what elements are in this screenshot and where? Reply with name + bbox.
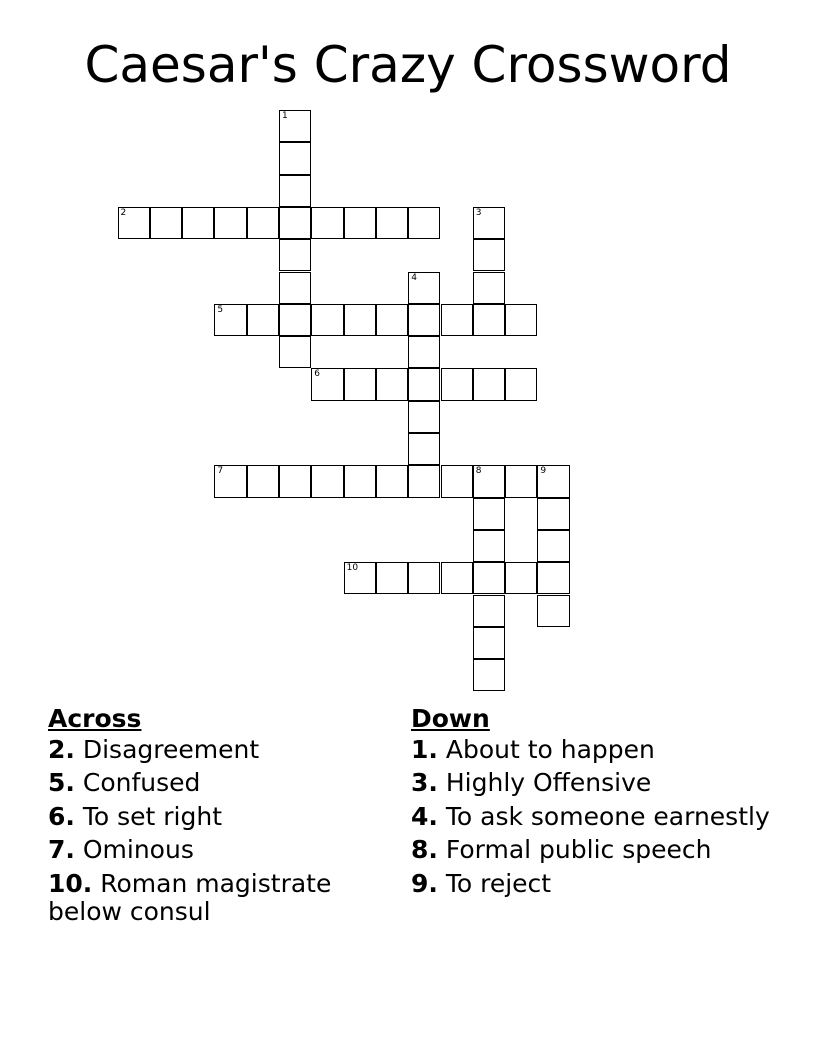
- grid-cell[interactable]: [473, 239, 505, 271]
- grid-cell[interactable]: [505, 465, 537, 497]
- grid-cell[interactable]: [473, 272, 505, 304]
- clue-text: Disagreement: [82, 734, 260, 764]
- grid-cell[interactable]: [408, 207, 440, 239]
- grid-cell[interactable]: [214, 304, 246, 336]
- clue-down-3: [411, 769, 781, 797]
- clue-text: About to happen: [445, 734, 655, 764]
- grid-cell[interactable]: [279, 110, 311, 142]
- clue-text: To ask someone earnestly: [445, 801, 770, 831]
- grid-cell[interactable]: [537, 465, 569, 497]
- across-clues: [48, 702, 368, 931]
- clue-across-2: [48, 736, 368, 764]
- grid-cell[interactable]: [441, 562, 473, 594]
- grid-cell[interactable]: [247, 465, 279, 497]
- down-heading: Down: [411, 704, 490, 733]
- clue-text: Ominous: [82, 835, 194, 864]
- grid-cell[interactable]: [408, 304, 440, 336]
- grid-cell[interactable]: [376, 562, 408, 594]
- grid-cell[interactable]: [408, 401, 440, 433]
- clue-across-6: [48, 803, 368, 831]
- grid-cell[interactable]: [344, 207, 376, 239]
- cell-number: 3: [475, 207, 482, 218]
- grid-cell[interactable]: [473, 368, 505, 400]
- grid-cell[interactable]: [537, 530, 569, 562]
- cell-number: 9: [540, 466, 547, 477]
- clue-number: 7.: [48, 835, 75, 864]
- clue-number: 4.: [411, 801, 438, 831]
- down-clues: [411, 702, 781, 903]
- grid-cell[interactable]: [279, 175, 311, 207]
- grid-cell[interactable]: [247, 207, 279, 239]
- grid-cell[interactable]: [311, 207, 343, 239]
- clue-text: To set right: [82, 801, 223, 831]
- grid-cell[interactable]: [279, 272, 311, 304]
- clue-number: 6.: [48, 801, 75, 831]
- clue-number: 5.: [48, 768, 75, 797]
- cell-number: 8: [475, 466, 482, 477]
- clue-across-5: [48, 769, 368, 797]
- grid-cell[interactable]: [441, 368, 473, 400]
- cell-number: 4: [411, 272, 417, 283]
- cell-number: 1: [282, 111, 288, 121]
- grid-cell[interactable]: [214, 207, 246, 239]
- grid-cell[interactable]: [473, 627, 505, 659]
- clue-text: To reject: [445, 868, 552, 898]
- grid-cell[interactable]: [311, 465, 343, 497]
- cell-number: 10: [346, 563, 359, 574]
- grid-cell[interactable]: [473, 595, 505, 627]
- grid-cell[interactable]: [473, 562, 505, 594]
- grid-cell[interactable]: [279, 142, 311, 174]
- grid-cell[interactable]: [408, 368, 440, 400]
- clue-text: Confused: [82, 768, 201, 797]
- clue-text: Formal public speech: [445, 835, 712, 864]
- grid-cell[interactable]: [182, 207, 214, 239]
- grid-cell[interactable]: [537, 562, 569, 594]
- grid-cell[interactable]: [408, 272, 440, 304]
- grid-cell[interactable]: [441, 465, 473, 497]
- grid-cell[interactable]: [376, 207, 408, 239]
- grid-cell[interactable]: [311, 368, 343, 400]
- grid-cell[interactable]: [247, 304, 279, 336]
- grid-cell[interactable]: [376, 465, 408, 497]
- grid-cell[interactable]: [505, 368, 537, 400]
- clue-down-1: [411, 736, 781, 764]
- grid-cell[interactable]: [473, 530, 505, 562]
- clue-number: 1.: [411, 734, 438, 764]
- cell-number: 5: [217, 304, 224, 315]
- clue-number: 10.: [48, 868, 93, 898]
- grid-cell[interactable]: [473, 498, 505, 530]
- cell-number: 7: [217, 466, 224, 477]
- grid-cell[interactable]: [279, 207, 311, 239]
- clue-number: 3.: [411, 768, 438, 797]
- cell-number: 2: [120, 207, 127, 218]
- grid-cell[interactable]: [473, 659, 505, 691]
- grid-cell[interactable]: [279, 239, 311, 271]
- grid-cell[interactable]: [505, 562, 537, 594]
- grid-cell[interactable]: [279, 465, 311, 497]
- grid-cell[interactable]: [473, 304, 505, 336]
- page-title: Caesar's Crazy Crossword: [84, 36, 732, 94]
- clue-text: Roman magistrate below consul: [48, 868, 332, 926]
- grid-cell[interactable]: [473, 207, 505, 239]
- clue-number: 2.: [48, 734, 75, 764]
- clue-across-7: [48, 836, 368, 864]
- clue-number: 9.: [411, 868, 438, 898]
- grid-cell[interactable]: [344, 562, 376, 594]
- grid-cell[interactable]: [473, 465, 505, 497]
- grid-cell[interactable]: [408, 562, 440, 594]
- grid-cell[interactable]: [505, 304, 537, 336]
- grid-cell[interactable]: [279, 304, 311, 336]
- grid-cell[interactable]: [150, 207, 182, 239]
- grid-cell[interactable]: [376, 368, 408, 400]
- cell-number: 6: [314, 369, 321, 380]
- grid-cell[interactable]: [344, 368, 376, 400]
- grid-cell[interactable]: [118, 207, 150, 239]
- grid-cell[interactable]: [376, 304, 408, 336]
- grid-cell[interactable]: [408, 433, 440, 465]
- clue-down-8: [411, 836, 781, 864]
- clue-text: Highly Offensive: [445, 768, 652, 797]
- clue-down-9: [411, 870, 781, 898]
- clue-number: 8.: [411, 835, 438, 864]
- grid-cell[interactable]: [441, 304, 473, 336]
- grid-cell[interactable]: [279, 336, 311, 368]
- grid-cell[interactable]: [408, 465, 440, 497]
- grid-cell[interactable]: [344, 465, 376, 497]
- grid-cell[interactable]: [537, 498, 569, 530]
- clue-across-10: [48, 870, 368, 926]
- across-heading: Across: [48, 704, 142, 733]
- clue-down-4: [411, 803, 781, 831]
- grid-cell[interactable]: [214, 465, 246, 497]
- grid-cell[interactable]: [311, 304, 343, 336]
- grid-cell[interactable]: [344, 304, 376, 336]
- grid-cell[interactable]: [537, 595, 569, 627]
- grid-cell[interactable]: [408, 336, 440, 368]
